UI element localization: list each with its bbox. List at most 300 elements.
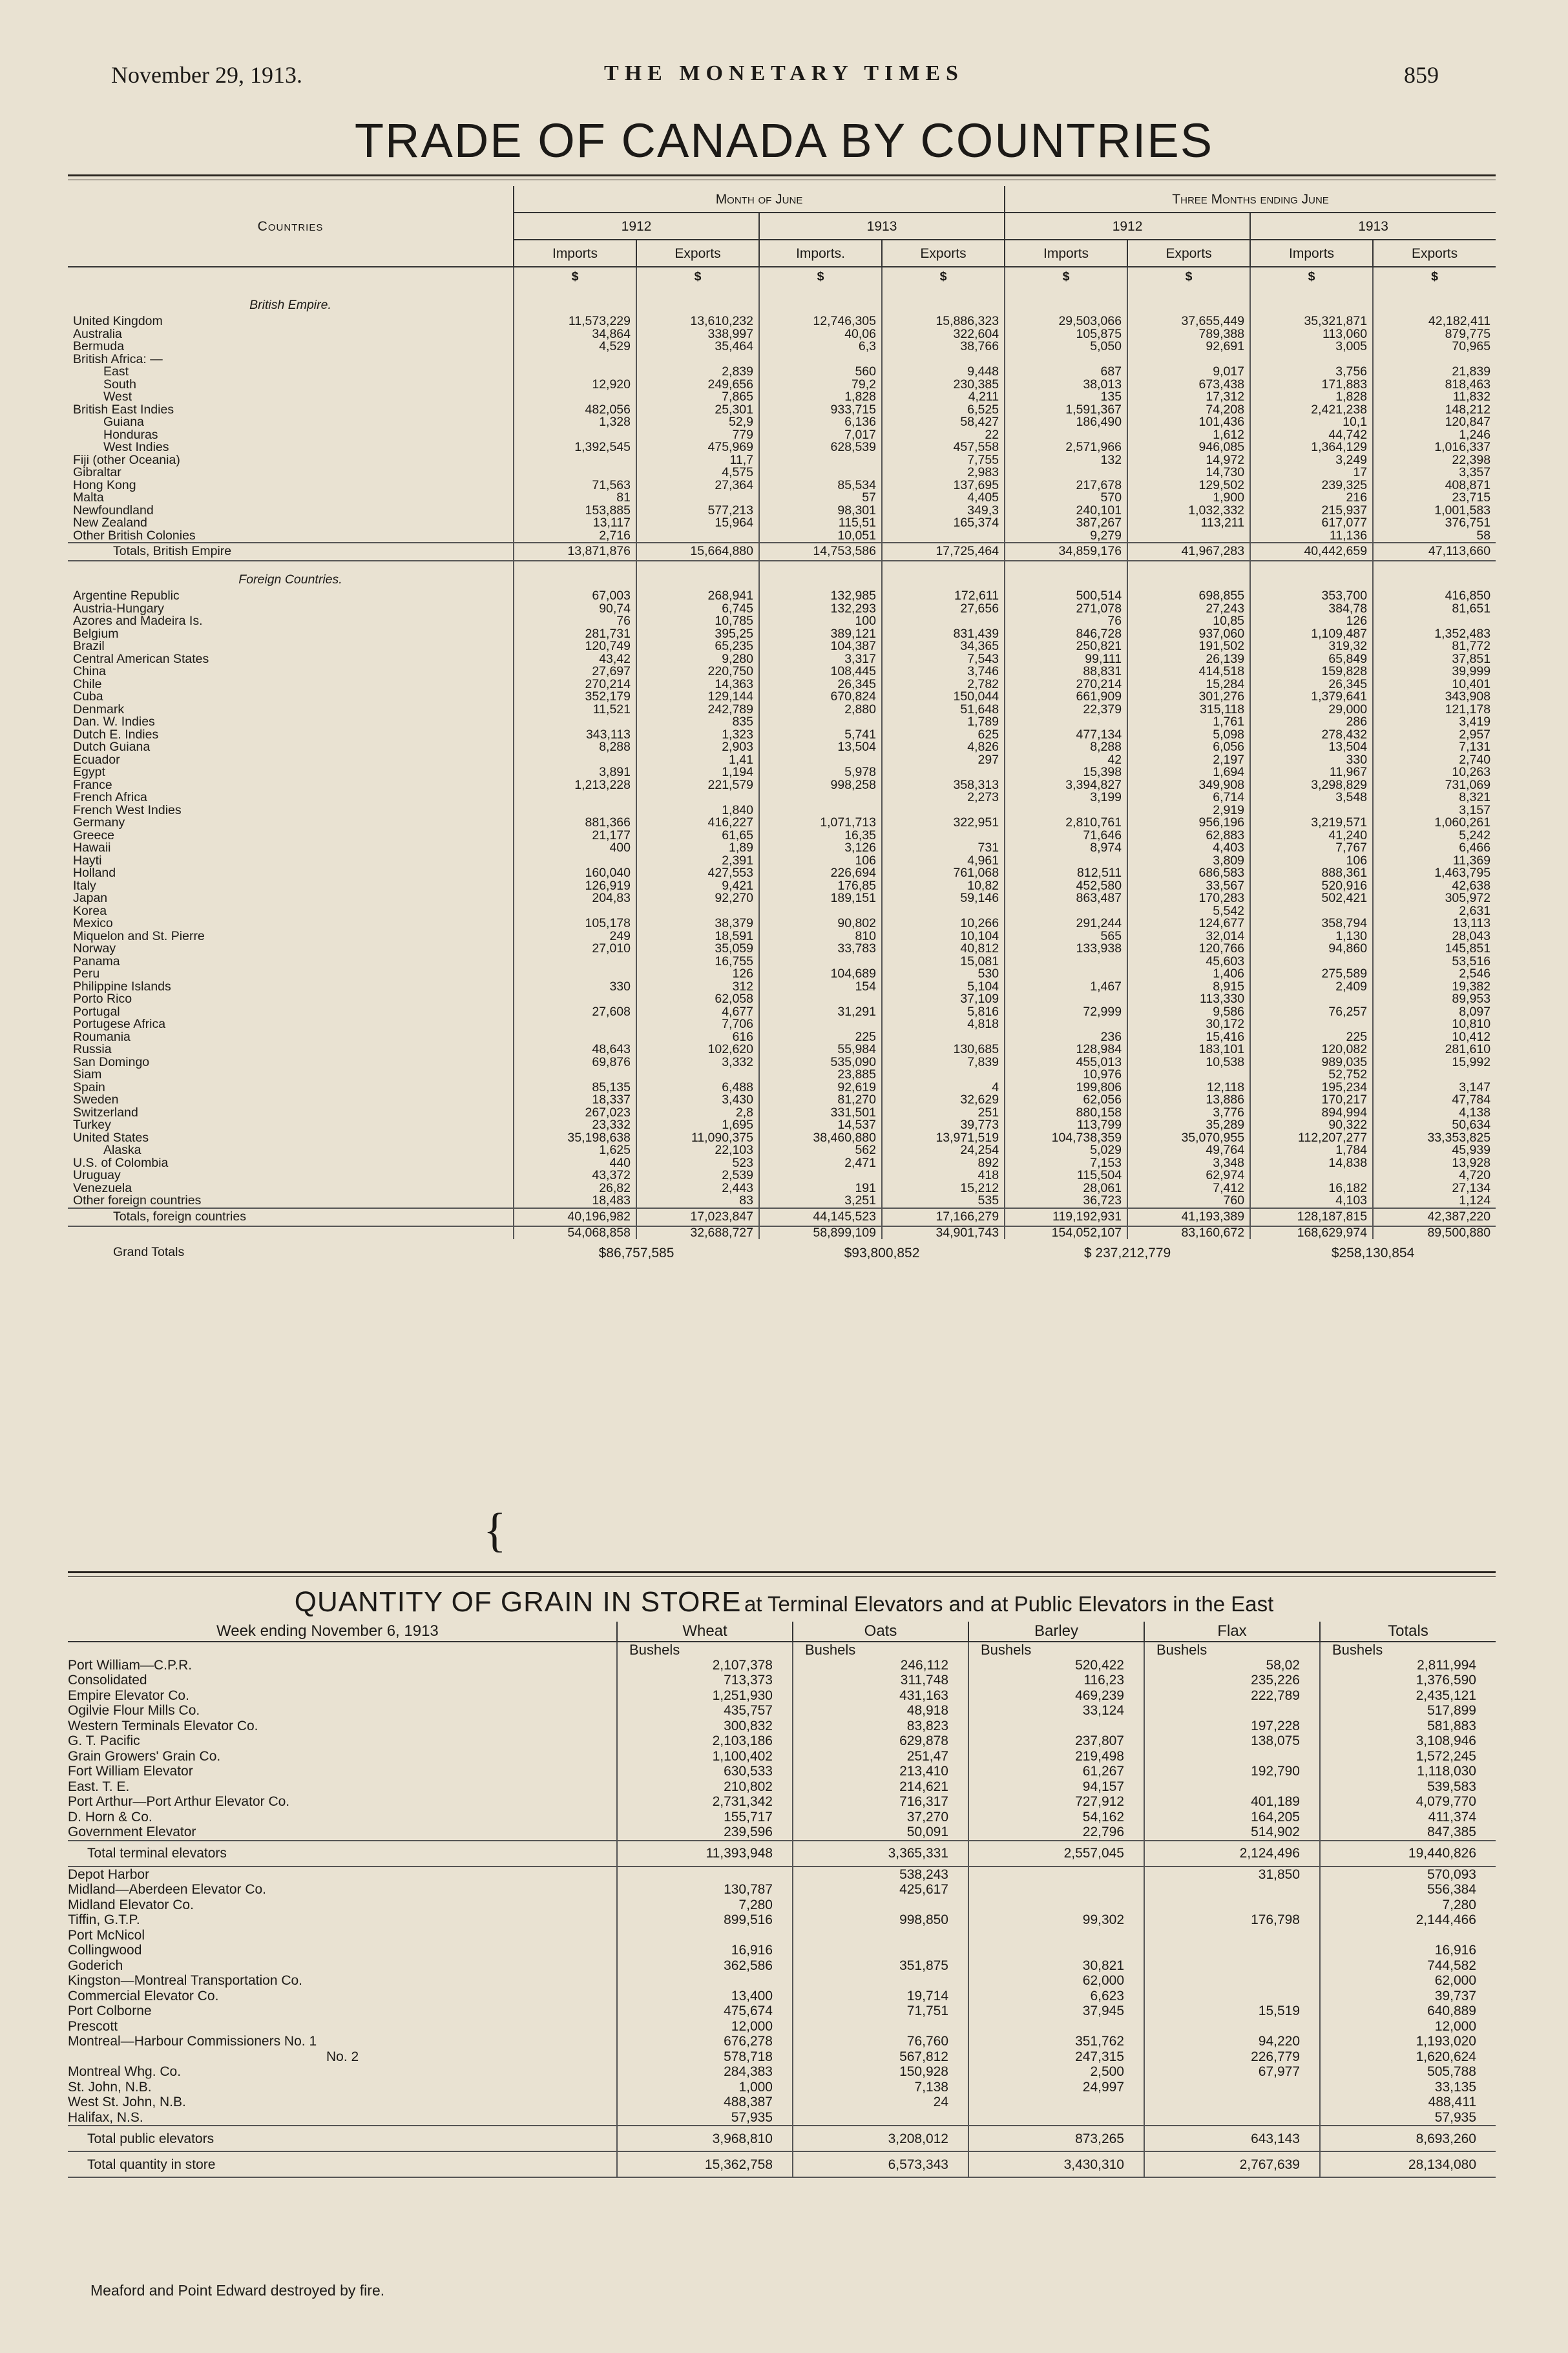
value-cell: 28,043 <box>1373 930 1496 943</box>
value-cell: 19,382 <box>1373 981 1496 994</box>
bushels-cell: 219,498 <box>968 1749 1144 1764</box>
value-cell <box>1005 429 1127 442</box>
elevator-row <box>68 1703 1496 1719</box>
value-cell: 15,964 <box>636 517 759 530</box>
value-cell: 3,776 <box>1127 1107 1250 1120</box>
value-cell: 15,664,880 <box>636 543 759 561</box>
table-row <box>68 741 1496 754</box>
value-cell: 40,812 <box>882 943 1005 956</box>
section-heading-row <box>68 287 1496 315</box>
elevator-name: Total public elevators <box>68 2126 617 2151</box>
value-cell: 58,899,109 <box>759 1226 882 1240</box>
value-cell: 26,345 <box>759 678 882 691</box>
elevator-row <box>68 1867 1496 1883</box>
value-cell <box>1127 353 1250 366</box>
bushels-cell: 1,118,030 <box>1320 1764 1496 1779</box>
value-cell: 281,731 <box>514 628 636 641</box>
value-cell: 577,213 <box>636 505 759 518</box>
value-cell: 34,864 <box>514 328 636 341</box>
grand-total-value: $258,130,854 <box>1331 1245 1415 1260</box>
value-cell <box>1250 905 1373 918</box>
table-row <box>68 817 1496 830</box>
value-cell: 1,591,367 <box>1005 404 1127 417</box>
value-cell: 11,136 <box>1250 530 1373 543</box>
value-cell: 33,783 <box>759 943 882 956</box>
elevator-row <box>68 1688 1496 1704</box>
value-cell: 6,136 <box>759 416 882 429</box>
country-name: Russia <box>73 1043 112 1056</box>
value-cell: 3,249 <box>1250 454 1373 467</box>
three-months-header: Three Months ending June <box>1005 186 1496 213</box>
value-cell: 11,967 <box>1250 766 1373 779</box>
footnote: Meaford and Point Edward destroyed by fire. <box>90 2282 385 2299</box>
country-name: East <box>103 366 129 379</box>
country-name: United States <box>73 1131 149 1144</box>
value-cell: 846,728 <box>1005 628 1127 641</box>
value-cell: 416,227 <box>636 817 759 830</box>
grain-column-header: Totals <box>1320 1622 1496 1642</box>
table-row <box>68 791 1496 804</box>
country-name: Siam <box>73 1069 102 1082</box>
value-cell: 83,160,672 <box>1127 1226 1250 1240</box>
value-cell: 85,534 <box>759 479 882 492</box>
value-cell: 129,502 <box>1127 479 1250 492</box>
value-cell: 14,972 <box>1127 454 1250 467</box>
value-cell: 251 <box>882 1107 1005 1120</box>
blank-cell <box>1005 561 1127 590</box>
value-cell: 100 <box>759 615 882 628</box>
elevator-name: Commercial Elevator Co. <box>68 1988 219 2003</box>
value-cell <box>759 454 882 467</box>
grain-column-header: Wheat <box>617 1622 793 1642</box>
value-cell: 94,860 <box>1250 943 1373 956</box>
value-cell <box>514 804 636 817</box>
elevator-name: G. T. Pacific <box>68 1733 140 1749</box>
value-cell: 414,518 <box>1127 665 1250 678</box>
value-cell: 48,643 <box>514 1043 636 1056</box>
table-row <box>68 404 1496 417</box>
value-cell: 4,138 <box>1373 1107 1496 1120</box>
country-name: Guiana <box>103 416 144 429</box>
value-cell: 8,288 <box>1005 741 1127 754</box>
table-row <box>68 729 1496 742</box>
value-cell: 278,432 <box>1250 729 1373 742</box>
value-cell: 565 <box>1005 930 1127 943</box>
value-cell: 51,648 <box>882 704 1005 716</box>
bushels-cell <box>617 1973 793 1989</box>
value-cell <box>1005 993 1127 1006</box>
value-cell: 14,730 <box>1127 466 1250 479</box>
value-cell: 17,725,464 <box>882 543 1005 561</box>
bushels-cell: 2,144,466 <box>1320 1912 1496 1928</box>
elevator-name: Fort William Elevator <box>68 1764 193 1779</box>
value-cell: 26,82 <box>514 1182 636 1195</box>
bushels-cell: 57,935 <box>617 2110 793 2126</box>
blank-cell <box>514 287 636 315</box>
value-cell: 10,82 <box>882 880 1005 893</box>
bushels-cell: 676,278 <box>617 2034 793 2049</box>
value-cell: 7,153 <box>1005 1157 1127 1170</box>
country-name: Turkey <box>73 1119 111 1132</box>
value-cell: 11,573,229 <box>514 315 636 328</box>
bushels-cell: 411,374 <box>1320 1810 1496 1825</box>
value-cell: 35,321,871 <box>1250 315 1373 328</box>
value-cell: 171,883 <box>1250 379 1373 392</box>
section-rule <box>68 1571 1496 1573</box>
table-row <box>68 466 1496 479</box>
value-cell: 5,050 <box>1005 340 1127 353</box>
table-row <box>68 603 1496 616</box>
value-cell: 15,284 <box>1127 678 1250 691</box>
value-cell: 71,646 <box>1005 830 1127 842</box>
country-name: Mexico <box>73 917 113 930</box>
grain-table <box>68 1622 1496 2178</box>
value-cell: 6,3 <box>759 340 882 353</box>
value-cell: 106 <box>759 855 882 868</box>
value-cell: 452,580 <box>1005 880 1127 893</box>
value-cell: 3,348 <box>1127 1157 1250 1170</box>
country-name: Other British Colonies <box>73 529 196 543</box>
value-cell: 58,427 <box>882 416 1005 429</box>
value-cell: 76,257 <box>1250 1006 1373 1019</box>
value-cell: 7,412 <box>1127 1182 1250 1195</box>
bushels-cell: 3,430,310 <box>968 2151 1144 2177</box>
bushels-cell: 116,23 <box>968 1673 1144 1688</box>
elevator-row <box>68 1794 1496 1810</box>
value-cell: 1,001,583 <box>1373 505 1496 518</box>
grain-column-header: Oats <box>793 1622 968 1642</box>
value-cell: 779 <box>636 429 759 442</box>
value-cell <box>1005 1018 1127 1031</box>
value-cell <box>514 716 636 729</box>
bushels-cell: 239,596 <box>617 1825 793 1841</box>
unit-label: Bushels <box>1144 1642 1320 1658</box>
value-cell: 5,816 <box>882 1006 1005 1019</box>
value-cell: 128,187,815 <box>1250 1208 1373 1226</box>
table-row <box>68 678 1496 691</box>
bushels-cell: 1,572,245 <box>1320 1749 1496 1764</box>
value-cell: 54,068,858 <box>514 1226 636 1240</box>
value-cell: 220,750 <box>636 665 759 678</box>
value-cell: 6,714 <box>1127 791 1250 804</box>
value-cell: 102,620 <box>636 1043 759 1056</box>
bushels-cell: 351,762 <box>968 2034 1144 2049</box>
value-cell <box>1250 993 1373 1006</box>
country-name: Roumania <box>73 1030 131 1043</box>
value-cell: 37,851 <box>1373 653 1496 666</box>
bushels-cell: 62,000 <box>968 1973 1144 1989</box>
value-cell: 387,267 <box>1005 517 1127 530</box>
blank-cell <box>636 287 759 315</box>
elevator-name: Kingston—Montreal Transportation Co. <box>68 1973 303 1989</box>
value-cell: 687 <box>1005 366 1127 379</box>
value-cell: 3,548 <box>1250 791 1373 804</box>
value-cell: 191,502 <box>1127 640 1250 653</box>
value-cell: 39,999 <box>1373 665 1496 678</box>
bushels-cell <box>968 1719 1144 1734</box>
value-cell <box>1005 968 1127 981</box>
bushels-cell <box>793 2110 968 2126</box>
value-cell: 1,789 <box>882 716 1005 729</box>
table-row <box>68 1195 1496 1208</box>
value-cell: 10,785 <box>636 615 759 628</box>
country-name: Japan <box>73 892 108 905</box>
country-name: China <box>73 665 106 678</box>
value-cell: 159,828 <box>1250 665 1373 678</box>
blank-cell <box>1373 287 1496 315</box>
value-cell: 7,543 <box>882 653 1005 666</box>
table-row <box>68 416 1496 429</box>
value-cell: 4,529 <box>514 340 636 353</box>
value-cell: 3,430 <box>636 1094 759 1107</box>
value-cell: 62,056 <box>1005 1094 1127 1107</box>
table-row <box>68 1157 1496 1170</box>
value-cell: 34,365 <box>882 640 1005 653</box>
value-cell: 9,280 <box>636 653 759 666</box>
value-cell: 2,919 <box>1127 804 1250 817</box>
value-cell <box>1373 1069 1496 1082</box>
elevator-name: No. 2 <box>326 2049 359 2064</box>
bushels-cell: 15,519 <box>1144 2003 1320 2019</box>
country-name: Miquelon and St. Pierre <box>73 930 205 943</box>
value-cell: 1,379,641 <box>1250 691 1373 704</box>
bushels-cell <box>968 1882 1144 1898</box>
value-cell: 1,41 <box>636 754 759 767</box>
value-cell: 5,978 <box>759 766 882 779</box>
bushels-cell: 517,899 <box>1320 1703 1496 1719</box>
value-cell: 249,656 <box>636 379 759 392</box>
value-cell: 14,753,586 <box>759 543 882 561</box>
table-row <box>68 429 1496 442</box>
table-row <box>68 766 1496 779</box>
elevator-row <box>68 1882 1496 1898</box>
value-cell: 35,289 <box>1127 1119 1250 1132</box>
table-row <box>68 590 1496 603</box>
blank-cell <box>1127 561 1250 590</box>
value-cell: 305,972 <box>1373 892 1496 905</box>
bushels-cell: 1,100,402 <box>617 1749 793 1764</box>
table-row <box>68 804 1496 817</box>
value-cell <box>514 429 636 442</box>
value-cell: 937,060 <box>1127 628 1250 641</box>
value-cell: 530 <box>882 968 1005 981</box>
elevator-name: Western Terminals Elevator Co. <box>68 1718 258 1733</box>
bushels-cell: 33,135 <box>1320 2080 1496 2095</box>
value-cell: 47,113,660 <box>1373 543 1496 561</box>
country-name: Ecuador <box>73 753 120 766</box>
country-name: Italy <box>73 879 96 892</box>
table-row <box>68 628 1496 641</box>
value-cell: 455,013 <box>1005 1056 1127 1069</box>
unit-label: Bushels <box>617 1642 793 1658</box>
elevator-row <box>68 1673 1496 1688</box>
bushels-cell: 284,383 <box>617 2064 793 2080</box>
value-cell: 113,799 <box>1005 1119 1127 1132</box>
value-cell: 128,984 <box>1005 1043 1127 1056</box>
value-cell: 30,172 <box>1127 1018 1250 1031</box>
value-cell: 2,421,238 <box>1250 404 1373 417</box>
country-name: Germany <box>73 817 125 830</box>
bushels-cell: 48,918 <box>793 1703 968 1719</box>
value-cell: 2,471 <box>759 1157 882 1170</box>
bushels-cell: 37,945 <box>968 2003 1144 2019</box>
bushels-cell: 83,823 <box>793 1719 968 1734</box>
bushels-cell: 62,000 <box>1320 1973 1496 1989</box>
value-cell: 1,124 <box>1373 1195 1496 1208</box>
value-cell: 41,967,283 <box>1127 543 1250 561</box>
country-name: New Zealand <box>73 517 147 530</box>
unit-label: Bushels <box>793 1642 968 1658</box>
value-cell: 89,953 <box>1373 993 1496 1006</box>
value-cell: 55,984 <box>759 1043 882 1056</box>
elevator-row <box>68 1943 1496 1958</box>
value-cell: 353,700 <box>1250 590 1373 603</box>
value-cell: 13,871,876 <box>514 543 636 561</box>
country-name: Venezuela <box>73 1182 132 1195</box>
value-cell: 1,784 <box>1250 1144 1373 1157</box>
bushels-cell: 630,533 <box>617 1764 793 1779</box>
value-cell: 520,916 <box>1250 880 1373 893</box>
value-cell: 3,251 <box>759 1195 882 1208</box>
value-cell: 61,65 <box>636 830 759 842</box>
bushels-cell: 58,02 <box>1144 1658 1320 1673</box>
country-name: Australia <box>73 328 122 340</box>
table-row <box>68 441 1496 454</box>
elevator-row <box>68 2003 1496 2019</box>
value-cell: 69,876 <box>514 1056 636 1069</box>
value-cell: 2,539 <box>636 1169 759 1182</box>
bushels-cell: 246,112 <box>793 1658 968 1673</box>
value-cell: 291,244 <box>1005 917 1127 930</box>
value-cell: 44,742 <box>1250 429 1373 442</box>
value-cell: 31,291 <box>759 1006 882 1019</box>
value-cell: 38,379 <box>636 917 759 930</box>
value-cell: 10,538 <box>1127 1056 1250 1069</box>
value-cell: 150,044 <box>882 691 1005 704</box>
value-cell: 14,363 <box>636 678 759 691</box>
bushels-cell: 12,000 <box>617 2019 793 2034</box>
bushels-cell: 643,143 <box>1144 2126 1320 2151</box>
value-cell <box>1127 1069 1250 1082</box>
country-name: Malta <box>73 492 104 505</box>
bushels-cell <box>1144 1779 1320 1795</box>
table-row <box>68 754 1496 767</box>
blank-cell <box>882 287 1005 315</box>
value-cell: 15,398 <box>1005 766 1127 779</box>
bushels-cell <box>968 1867 1144 1883</box>
elevator-name: Government Elevator <box>68 1825 196 1840</box>
bushels-cell: 213,410 <box>793 1764 968 1779</box>
blank-cell <box>759 561 882 590</box>
value-cell: 90,74 <box>514 603 636 616</box>
section-rule-thin <box>68 1576 1496 1577</box>
bushels-cell: 998,850 <box>793 1912 968 1928</box>
value-cell: 395,25 <box>636 628 759 641</box>
value-cell: 4,211 <box>882 391 1005 404</box>
value-cell: 126,919 <box>514 880 636 893</box>
elevator-name: Port Colborne <box>68 2003 152 2019</box>
value-cell: 120,749 <box>514 640 636 653</box>
country-name: Porto Rico <box>73 993 132 1006</box>
blank-cell <box>1373 561 1496 590</box>
value-cell: 731 <box>882 842 1005 855</box>
value-cell: 384,78 <box>1250 603 1373 616</box>
value-cell: 89,500,880 <box>1373 1226 1496 1240</box>
value-cell: 343,908 <box>1373 691 1496 704</box>
country-name: Portugese Africa <box>73 1018 166 1031</box>
value-cell: 40,06 <box>759 328 882 341</box>
blank-cell <box>68 1642 617 1658</box>
value-cell: 9,448 <box>882 366 1005 379</box>
table-row <box>68 1006 1496 1019</box>
value-cell: 74,208 <box>1127 404 1250 417</box>
value-cell: 698,855 <box>1127 590 1250 603</box>
value-cell: 10,412 <box>1373 1031 1496 1044</box>
value-cell: 760 <box>1127 1195 1250 1208</box>
value-cell: 15,992 <box>1373 1056 1496 1069</box>
value-cell: 1,213,228 <box>514 779 636 792</box>
value-cell: 79,2 <box>759 379 882 392</box>
value-cell: 230,385 <box>882 379 1005 392</box>
value-cell: 888,361 <box>1250 867 1373 880</box>
bushels-cell: 713,373 <box>617 1673 793 1688</box>
value-cell: 37,109 <box>882 993 1005 1006</box>
blank-cell <box>68 267 514 287</box>
value-cell: 34,901,743 <box>882 1226 1005 1240</box>
bushels-cell: 251,47 <box>793 1749 968 1764</box>
value-cell: 1,392,545 <box>514 441 636 454</box>
value-cell: 72,999 <box>1005 1006 1127 1019</box>
value-cell: 376,751 <box>1373 517 1496 530</box>
value-cell: 6,745 <box>636 603 759 616</box>
elevator-row <box>68 2034 1496 2049</box>
value-cell: 418 <box>882 1169 1005 1182</box>
table-row <box>68 366 1496 379</box>
bushels-cell: 2,435,121 <box>1320 1688 1496 1704</box>
bushels-cell: 2,107,378 <box>617 1658 793 1673</box>
value-cell: 4,575 <box>636 466 759 479</box>
value-cell: 13,971,519 <box>882 1132 1005 1145</box>
value-cell: 389,121 <box>759 628 882 641</box>
elevator-name: Ogilvie Flour Mills Co. <box>68 1703 200 1719</box>
country-name: San Domingo <box>73 1056 150 1069</box>
value-cell: 15,212 <box>882 1182 1005 1195</box>
bushels-cell: 210,802 <box>617 1779 793 1795</box>
value-cell: 8,288 <box>514 741 636 754</box>
bushels-cell: 435,757 <box>617 1703 793 1719</box>
value-cell: 3,147 <box>1373 1082 1496 1094</box>
value-cell: 15,416 <box>1127 1031 1250 1044</box>
value-cell: 10,85 <box>1127 615 1250 628</box>
value-cell: 1,109,487 <box>1250 628 1373 641</box>
bushels-cell <box>793 2019 968 2034</box>
value-cell: 124,677 <box>1127 917 1250 930</box>
title-rule <box>68 174 1496 176</box>
value-cell <box>759 804 882 817</box>
value-cell: 104,387 <box>759 640 882 653</box>
value-cell: 894,994 <box>1250 1107 1373 1120</box>
value-cell: 1,352,483 <box>1373 628 1496 641</box>
value-cell: 616 <box>636 1031 759 1044</box>
value-cell: 27,134 <box>1373 1182 1496 1195</box>
value-cell <box>1005 716 1127 729</box>
table-row <box>68 505 1496 518</box>
elevator-row <box>68 2080 1496 2095</box>
value-cell: 297 <box>882 754 1005 767</box>
value-cell: 10,104 <box>882 930 1005 943</box>
value-cell: 120,766 <box>1127 943 1250 956</box>
value-cell <box>1373 615 1496 628</box>
